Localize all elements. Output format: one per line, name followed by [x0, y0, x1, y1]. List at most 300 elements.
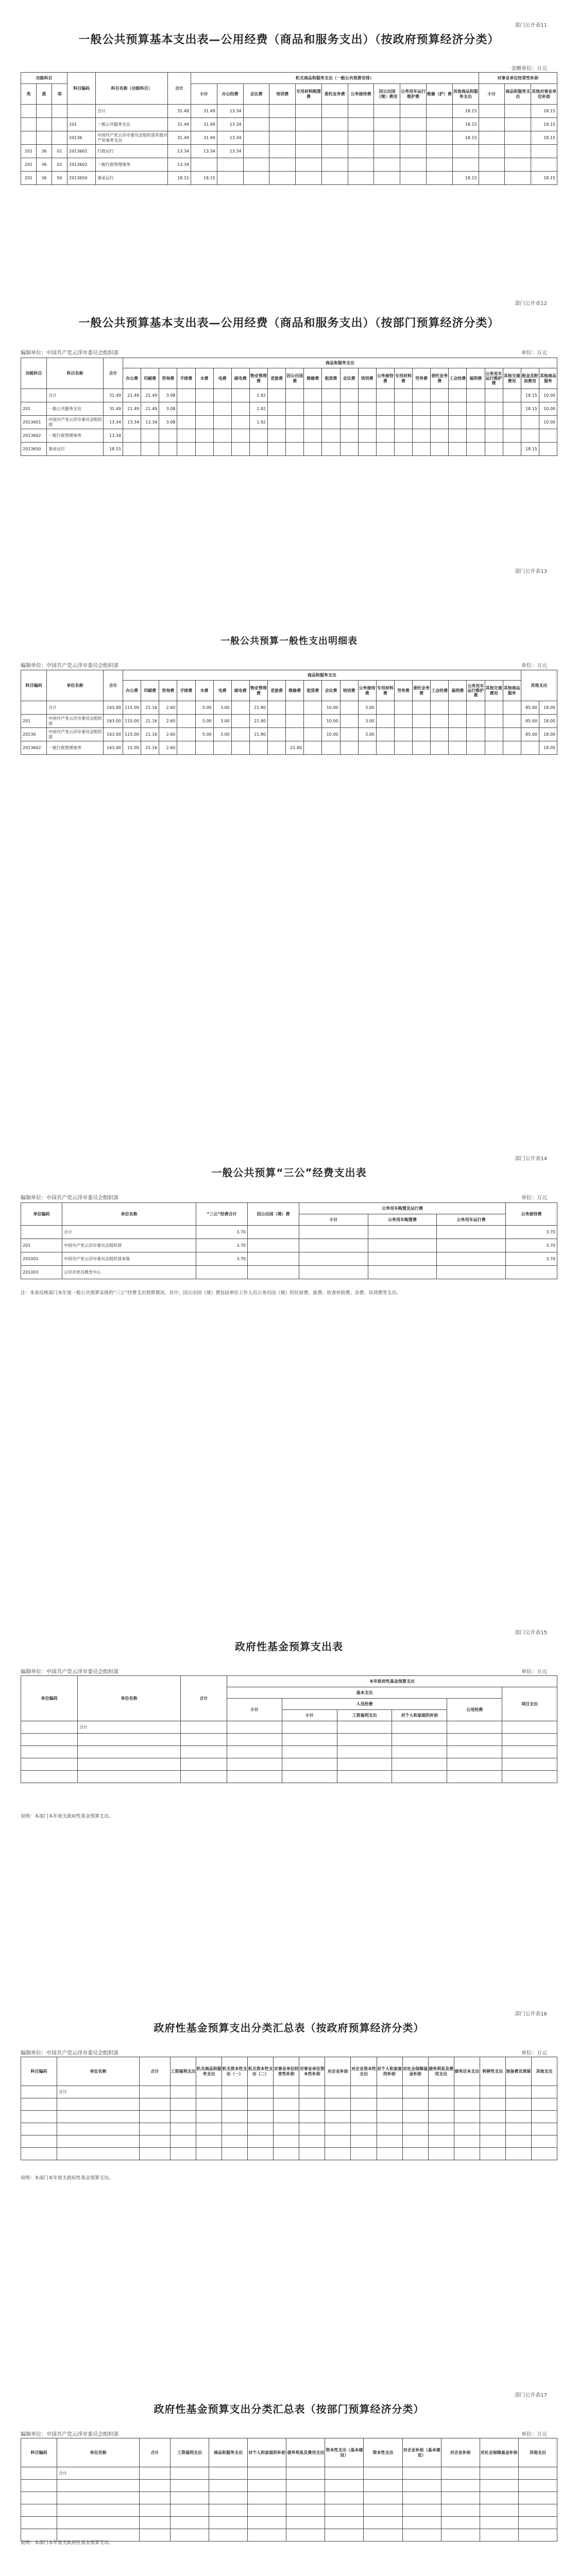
header-cell: 其他支出 [521, 670, 557, 701]
value-cell [518, 2480, 557, 2492]
value-cell: 31.49 [104, 389, 123, 402]
value-cell: 85.00 [521, 728, 539, 741]
value-cell [402, 2529, 441, 2541]
value-cell [467, 701, 485, 715]
page-title: 一般公共预算基本支出表—公用经费（商品和服务支出）（按政府预算经济分类） [78, 33, 500, 46]
row-cell: 201001 [21, 1252, 62, 1266]
header-cell: 公务用车购置及运行费 [299, 1203, 506, 1214]
value-cell [322, 429, 340, 443]
value-cell: 3.08 [159, 389, 177, 402]
page-6 [0, 2009, 578, 2298]
row-cell [21, 2123, 57, 2136]
row-cell: 一般行政管理事务 [47, 741, 104, 755]
value-cell [521, 429, 539, 443]
value-cell [140, 2517, 171, 2529]
value-cell [340, 389, 358, 402]
agency-label: 编制单位：中国共产党云浮市委员会组织部 [21, 1669, 118, 1675]
table-row [21, 118, 557, 131]
value-cell: 85.00 [521, 701, 539, 715]
value-cell [518, 2517, 557, 2529]
column-header: 因公出国（境）费用 [374, 84, 400, 105]
value-cell [209, 2504, 248, 2517]
value-cell [171, 2529, 209, 2541]
value-cell [447, 1771, 502, 1783]
column-header: 办公费 [123, 368, 141, 389]
value-cell [286, 389, 304, 402]
row-cell [21, 389, 47, 402]
value-cell: 21.16 [141, 701, 159, 715]
value-cell [140, 2123, 171, 2136]
value-cell [274, 2148, 299, 2160]
row-cell: 中国共产党云浮市委员会组织部本级 [62, 1252, 196, 1266]
value-cell [274, 2136, 299, 2148]
header-cell: 因公出国（境）费 [248, 1203, 299, 1226]
value-cell [479, 131, 505, 145]
column-header: 资本性支出 [364, 2438, 402, 2467]
header-cell: 对个人和家庭的补助 [392, 1710, 447, 1721]
row-cell [57, 2517, 140, 2529]
value-cell [325, 2480, 364, 2492]
value-cell [248, 1266, 299, 1279]
header-cell: 单位名称 [78, 1676, 181, 1721]
value-cell [231, 701, 249, 715]
row-cell: 合计 [78, 1721, 181, 1734]
value-cell [467, 715, 485, 728]
value-cell [217, 158, 243, 172]
row-cell: 2013650 [21, 443, 47, 456]
value-cell [368, 1266, 437, 1279]
value-cell [177, 741, 195, 755]
row-cell [21, 2467, 57, 2480]
value-cell [269, 105, 296, 118]
budget-table-6 [21, 2057, 557, 2160]
value-cell [437, 1266, 506, 1279]
value-cell [485, 402, 503, 416]
value-cell [479, 145, 505, 158]
table-note: 说明：本部门本年度无政府性基金预算支出。 [21, 2540, 114, 2546]
value-cell [248, 2086, 274, 2098]
table-row [21, 2504, 557, 2517]
value-cell [452, 145, 479, 158]
value-cell: 163.00 [104, 701, 123, 715]
value-cell [437, 1226, 506, 1239]
value-cell [296, 172, 322, 185]
column-header: 劳务费 [413, 368, 431, 389]
table-row [21, 131, 557, 145]
value-cell [321, 131, 348, 145]
header-cell: 类 [21, 84, 37, 105]
value-cell [376, 402, 394, 416]
value-cell: 1.92 [249, 416, 267, 429]
value-cell [348, 105, 374, 118]
value-cell: 115.00 [123, 715, 141, 728]
value-cell [441, 2467, 480, 2480]
header-cell: 单位编码 [21, 1676, 78, 1721]
value-cell [321, 105, 348, 118]
value-cell [358, 443, 376, 456]
row-cell: 201 [21, 158, 37, 172]
value-cell [159, 443, 177, 456]
row-cell [78, 1771, 181, 1783]
value-cell: 31.49 [191, 105, 217, 118]
value-cell [140, 2148, 171, 2160]
value-cell [196, 1266, 248, 1279]
value-cell [304, 429, 322, 443]
value-cell [268, 715, 286, 728]
row-cell: 中国共产党云浮市委员会组织部 [47, 728, 104, 741]
value-cell [413, 701, 431, 715]
value-cell [394, 416, 412, 429]
value-cell [437, 1239, 506, 1252]
row-cell: 合计 [96, 105, 168, 118]
value-cell [231, 429, 249, 443]
value-cell [431, 715, 449, 728]
value-cell [282, 1771, 337, 1783]
value-cell [467, 429, 485, 443]
table-header-row [21, 1203, 557, 1214]
value-cell [531, 2136, 557, 2148]
row-cell: 一般行政管理事务 [96, 158, 168, 172]
column-header: 对企业补助 [325, 2057, 351, 2086]
row-cell [78, 1758, 181, 1771]
value-cell [441, 2480, 480, 2492]
value-cell [340, 728, 358, 741]
value-cell [248, 2504, 286, 2517]
value-cell [231, 715, 249, 728]
column-header: 对个人和家庭的补助 [377, 2057, 402, 2086]
row-cell: 36 [37, 172, 52, 185]
value-cell [376, 701, 394, 715]
table-row [21, 2148, 557, 2160]
value-cell [213, 443, 231, 456]
value-cell: 13.34 [217, 131, 243, 145]
column-header: 其他交通费用 [485, 681, 503, 701]
page-number: 部门公开表11 [515, 23, 547, 28]
value-cell [171, 2517, 209, 2529]
value-cell: 18.15 [452, 105, 479, 118]
value-cell [449, 701, 467, 715]
value-cell: 10.00 [322, 701, 340, 715]
value-cell [243, 172, 269, 185]
value-cell [502, 1746, 557, 1758]
value-cell: 18.00 [539, 728, 557, 741]
column-header: 工资福利支出 [171, 2057, 196, 2086]
header-cell: 功能科目 [21, 73, 67, 84]
value-cell [299, 2148, 325, 2160]
column-header: 水费 [195, 681, 213, 701]
page-2 [0, 289, 578, 567]
column-header: 小计 [191, 84, 217, 105]
value-cell [376, 443, 394, 456]
column-header: 机关资本性支出（一） [222, 2057, 248, 2086]
table-row [21, 1226, 557, 1239]
table-row [21, 701, 557, 715]
value-cell [377, 2098, 402, 2111]
value-cell [222, 2148, 248, 2160]
value-cell [521, 416, 539, 429]
value-cell [322, 389, 340, 402]
value-cell [351, 2111, 377, 2123]
value-cell [394, 429, 412, 443]
value-cell [531, 2111, 557, 2123]
value-cell: 21.49 [123, 402, 141, 416]
row-cell [37, 118, 52, 131]
header-cell: 工资福利支出 [337, 1710, 392, 1721]
value-cell [337, 1771, 392, 1783]
table-header-row [21, 2057, 557, 2086]
header-cell: 合计 [168, 73, 191, 105]
budget-table-7 [21, 2438, 557, 2541]
value-cell: 31.49 [191, 131, 217, 145]
row-cell: 201 [21, 402, 47, 416]
value-cell [337, 1734, 392, 1746]
value-cell [304, 416, 322, 429]
value-cell [449, 443, 467, 456]
value-cell: 3.70 [506, 1239, 557, 1252]
row-cell: 201 [67, 118, 96, 131]
value-cell [505, 118, 531, 131]
row-cell: 2013601 [67, 145, 96, 158]
value-cell: 21.49 [123, 389, 141, 402]
value-cell [340, 741, 358, 755]
value-cell [209, 2517, 248, 2529]
page-title: 政府性基金预算支出分类汇总表（按部门预算经济分类） [154, 2403, 424, 2415]
table-row [21, 2086, 557, 2098]
value-cell [217, 172, 243, 185]
row-cell [21, 1226, 62, 1239]
value-cell [268, 429, 286, 443]
value-cell [227, 1721, 282, 1734]
value-cell [503, 429, 521, 443]
value-cell [171, 2123, 196, 2136]
header-cell: 功能科目 [21, 358, 47, 389]
value-cell [351, 2086, 377, 2098]
value-cell [171, 2111, 196, 2123]
value-cell [296, 158, 322, 172]
value-cell: 21.16 [141, 741, 159, 755]
value-cell [441, 2517, 480, 2529]
value-cell [268, 443, 286, 456]
value-cell [322, 402, 340, 416]
column-header: 对事业单位经常性补助 [274, 2057, 299, 2086]
value-cell [286, 429, 304, 443]
row-cell: 合计 [57, 2086, 140, 2098]
value-cell [286, 2504, 325, 2517]
value-cell [467, 389, 485, 402]
value-cell [485, 429, 503, 443]
value-cell [428, 2086, 454, 2098]
value-cell: 3.08 [159, 402, 177, 416]
value-cell [502, 1721, 557, 1734]
value-cell: 21.80 [286, 741, 304, 755]
value-cell [531, 2123, 557, 2136]
value-cell [304, 701, 322, 715]
value-cell [231, 416, 249, 429]
value-cell [248, 2123, 274, 2136]
value-cell [181, 1771, 227, 1783]
row-cell [37, 131, 52, 145]
column-header: 工会经费 [431, 681, 449, 701]
value-cell [502, 1734, 557, 1746]
value-cell [454, 2123, 480, 2136]
value-cell [364, 2467, 402, 2480]
column-header: 因公出国费 [286, 368, 304, 389]
row-cell [21, 1771, 78, 1783]
column-header: 委托业务费 [413, 681, 431, 701]
table-row [21, 145, 557, 158]
table-row [21, 1721, 557, 1734]
value-cell [227, 1746, 282, 1758]
value-cell [358, 389, 376, 402]
value-cell [503, 389, 521, 402]
table-row [21, 1239, 557, 1252]
value-cell [376, 429, 394, 443]
value-cell [413, 715, 431, 728]
value-cell [249, 741, 267, 755]
value-cell [227, 1734, 282, 1746]
row-cell: 中国共产党云浮市委员会组织部 [47, 416, 104, 429]
value-cell: 18.15 [521, 402, 539, 416]
value-cell [286, 728, 304, 741]
value-cell [325, 2517, 364, 2529]
value-cell [479, 158, 505, 172]
value-cell [322, 741, 340, 755]
value-cell: 1.92 [249, 389, 267, 402]
value-cell [431, 429, 449, 443]
value-cell [480, 2111, 505, 2123]
value-cell [467, 728, 485, 741]
row-cell: 一般行政管理事务 [47, 429, 104, 443]
row-cell [21, 1734, 78, 1746]
value-cell [195, 443, 213, 456]
value-cell [392, 1734, 447, 1746]
value-cell [248, 2480, 286, 2492]
table-row [21, 2123, 557, 2136]
header-cell: “三公”经费合计 [196, 1203, 248, 1226]
value-cell [427, 131, 453, 145]
column-header: 差旅费 [268, 368, 286, 389]
value-cell [503, 741, 521, 755]
value-cell [358, 741, 376, 755]
page-number: 部门公开表12 [515, 301, 547, 307]
value-cell [392, 1758, 447, 1771]
value-cell: 10.00 [539, 389, 557, 402]
value-cell [447, 1758, 502, 1771]
value-cell: 115.00 [123, 701, 141, 715]
value-cell [377, 2123, 402, 2136]
value-cell [325, 2148, 351, 2160]
value-cell: 13.34 [217, 105, 243, 118]
value-cell [286, 2492, 325, 2504]
value-cell: 31.49 [168, 118, 191, 131]
column-header: 机关商品和服务支出 [196, 2057, 222, 2086]
column-header: 其他支出 [518, 2438, 557, 2467]
value-cell [480, 2504, 518, 2517]
value-cell [503, 416, 521, 429]
value-cell [431, 741, 449, 755]
value-cell [428, 2123, 454, 2136]
value-cell [485, 715, 503, 728]
value-cell [282, 1746, 337, 1758]
value-cell: 31.49 [104, 402, 123, 416]
column-header: 电费 [213, 681, 231, 701]
value-cell [196, 2098, 222, 2111]
page-number: 部门公开表16 [515, 2011, 547, 2017]
value-cell [402, 2480, 441, 2492]
row-cell: 20136 [67, 131, 96, 145]
value-cell [282, 1734, 337, 1746]
row-cell: 合计 [62, 1226, 196, 1239]
row-cell [21, 2148, 57, 2160]
value-cell: 3.70 [196, 1239, 248, 1252]
value-cell: 15.00 [123, 741, 141, 755]
row-cell: 2013602 [21, 741, 47, 755]
table-note: 注：本表反映部门本年度一般公共预算安排的“三公”经费支出预算情况。其中，因公出国（境）费包括单位工作人员公务出国（境）的住宿费、旅费、伙食补助费、杂费、培训费等支出。 [21, 1291, 401, 1296]
table-row [21, 2467, 557, 2480]
column-header: 咨询费 [159, 368, 177, 389]
row-cell: 事业运行 [96, 172, 168, 185]
value-cell [209, 2529, 248, 2541]
unit-label: 单位：万元 [521, 350, 547, 356]
table-row [21, 715, 557, 728]
value-cell [449, 416, 467, 429]
value-cell [454, 2136, 480, 2148]
value-cell [428, 2148, 454, 2160]
value-cell [195, 429, 213, 443]
value-cell [402, 2123, 428, 2136]
value-cell: 3.00 [213, 728, 231, 741]
value-cell [449, 402, 467, 416]
value-cell [140, 2480, 171, 2492]
value-cell [195, 402, 213, 416]
column-header: 公务接待费 [358, 681, 376, 701]
value-cell [376, 715, 394, 728]
value-cell: 18.15 [531, 131, 557, 145]
column-header: 对社会保障基金补助 [402, 2057, 428, 2086]
value-cell [171, 2098, 196, 2111]
value-cell [454, 2086, 480, 2098]
row-cell: 36 [37, 145, 52, 158]
value-cell [231, 402, 249, 416]
value-cell [427, 172, 453, 185]
value-cell: 5.00 [195, 728, 213, 741]
value-cell: 13.34 [168, 145, 191, 158]
value-cell [348, 118, 374, 131]
value-cell: 163.00 [104, 728, 123, 741]
value-cell: 18.15 [191, 172, 217, 185]
row-cell: 中国共产党云浮市委员会组织部 [47, 715, 104, 728]
column-header: 公务用车运行维护费 [467, 681, 485, 701]
header-cell: 合计 [140, 2057, 171, 2086]
value-cell [480, 2517, 518, 2529]
value-cell [467, 443, 485, 456]
value-cell: 18.15 [168, 172, 191, 185]
value-cell [427, 118, 453, 131]
value-cell [325, 2529, 364, 2541]
header-cell: 单位名称 [57, 2057, 140, 2086]
value-cell [140, 2098, 171, 2111]
value-cell [364, 2504, 402, 2517]
value-cell [195, 416, 213, 429]
value-cell: 21.49 [141, 389, 159, 402]
value-cell [348, 158, 374, 172]
column-header: 机关资本性支出（二） [248, 2057, 274, 2086]
value-cell [467, 402, 485, 416]
value-cell [447, 1746, 502, 1758]
value-cell: 18.15 [104, 443, 123, 456]
value-cell: 10.00 [539, 416, 557, 429]
value-cell [231, 741, 249, 755]
